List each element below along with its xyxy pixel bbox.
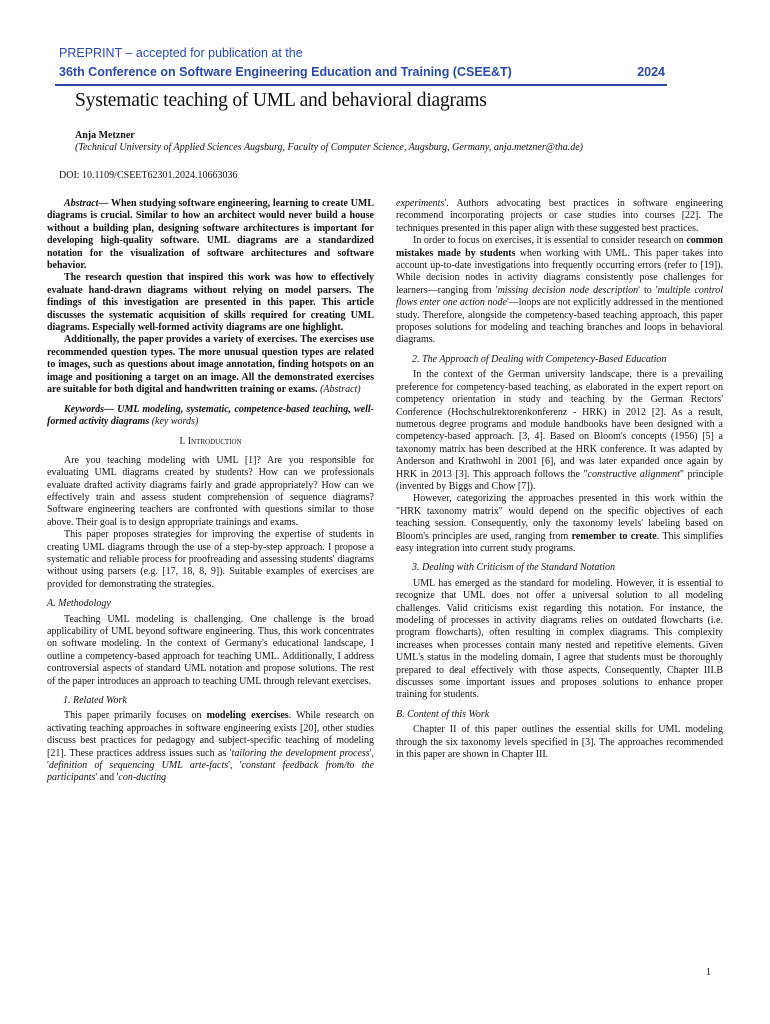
content-paragraph: Chapter II of this paper outlines the essential skills for UML modeling through the six taxonomy levels specified in [3]. The approaches recommended in this paper are shown in Chapter III. xyxy=(396,724,723,761)
banner-line1: PREPRINT – accepted for publication at the xyxy=(59,46,303,60)
methodology-paragraph: Teaching UML modeling is challenging. One challenge is the broad applicability of UML beyond software engineering. Thus, this work concentrates on software modeling. In the context of Germany's educational landscape, I outline a competency-based approach for teaching UML. Additionally, I address controversial aspects of standard UML notation and propose solutions. The rest of the paper introduces an approach to teaching UML through relevant exercises. xyxy=(47,613,374,687)
paper-title: Systematic teaching of UML and behavioral diagrams xyxy=(75,90,487,111)
subsection-heading-content: B. Content of this Work xyxy=(396,708,490,720)
subsection-heading-related-work: 1. Related Work xyxy=(63,695,127,707)
competency-paragraph-2: However, categorizing the approaches presented in this work within the "HRK taxonomy matrix" would depend on the specific objectives of each teaching session. Consequently, only the taxonomy levels' labeling based on Bloom's principles are used, ranging from remember to create. This simplifies easy integration into current study programs. xyxy=(396,493,723,554)
abstract-p1: When studying software engineering, learning to create UML diagrams is crucial. Similar to how an architect would never build a house without a building plan, designing software architectures is important for developing high-quality software. UML diagrams are a standardized notation for the visualization of software architectures and software behavior. xyxy=(47,198,374,272)
related-work-continued: experiments'. Authors advocating best practices in software engineering recommend incorporating projects or case studies into courses [22]. The techniques presented in this paper align with these suggested best practices. xyxy=(396,198,723,234)
competency-paragraph-1: In the context of the German university landscape, there is a prevailing preference for competency-based teaching, as elaborated in the expert report on competency orientation in study and teaching by the German Rectors' Conference (Hochschulrektorenkonferenz - HRK) in 2012 [2]. As a result, numerous degree programs and module handbooks have been designed with a competency-based approach. [3, 4]. Based on Bloom's concepts (1956) [5] a taxonomy matrix has been described at the HRK conference. It was adapted by Anderson and Krathwohl in 2001 [6], and was later expanded once again by HRK in 2013 [3]. This approach follows the "constructive alignment" principle (invented by Biggs and Chow [7]). xyxy=(396,369,724,492)
section-heading-introduction: I. Introduction xyxy=(179,436,242,448)
related-work-paragraph: This paper primarily focuses on modeling exercises. While research on activating teaching approaches in software engineering exists [20], other studies discuss best practices for pedagogy and subject-specific teaching of modeling [21]. These practices address issues such as 'tailoring the development process', 'definition of sequencing UML arte-facts', 'constant feedback from/to the participants' and 'con-ducting xyxy=(47,710,375,784)
abstract-p3: Additionally, the paper provides a variety of exercises. The exercises use recommended question types. The more unusual question types are related to images, such as questions about image annotation, finding hotspots on an image and positioning a target on an image. All the demonstrated exercises are suitable for both digital and handwritten training or exams. xyxy=(47,334,374,396)
common-mistakes-paragraph: In order to focus on exercises, it is essential to consider research on common mistakes made by students when working with UML. This paper takes into account up-to-date investigations into frequently occurring errors (refer to [19]). While decision nodes in activity diagrams consistently pose challenges for learners—ranging from 'missing decision node description' to 'multiple control flows enter one action node'—loops are not explicitly addressed in the mentioned study. Therefore, alongside the competency-based teaching approach, this paper proposes solutions for modeling and teaching branches and loops in behavioral diagrams. xyxy=(396,235,723,346)
criticism-paragraph: UML has emerged as the standard for modeling. However, it is essential to recognize that UML does not offer a universal solution to all modeling challenges. Valid criticisms exist regarding this notation. For instance, the modeling of processes in activity diagrams relies on outdated flowcharts (i.e. program flowcharts), often resulting in complex diagrams. This complexity increases when processes contain many nested and repetitive elements. Given UML's status in the modeling domain, I agree that students must be thoroughly prepared to deal effectively with those aspects. Consequently, Chapter III.B discusses some important issues and proposes solutions to enhance proper training for students. xyxy=(396,577,723,701)
subsection-heading-criticism: 3. Dealing with Criticism of the Standard Notation xyxy=(412,562,615,574)
abstract-lead: Abstract— xyxy=(64,198,109,209)
subsection-heading-competency: 2. The Approach of Dealing with Competency-Based Education xyxy=(412,353,667,365)
subsection-heading-methodology: A. Methodology xyxy=(47,598,111,610)
abstract-p2: The research question that inspired this work was how to effectively evaluate hand-drawn diagrams without relying on model parsers. The findings of this investigation are presented in this paper. This article discusses the systematic acquisition of skills required for creating UML diagrams. Especially well-formed activity diagrams are one highlight. xyxy=(47,272,374,334)
banner-year: 2024 xyxy=(637,65,665,79)
keywords-tag: (key words) xyxy=(151,415,199,427)
banner-divider xyxy=(55,84,667,86)
intro-paragraph-1: Are you teaching modeling with UML [1]? Are you responsible for evaluating UML diagrams created by students? How can we professionals evaluate drafted activity diagrams fairly and grade appropriately? How can we effectively train and assess student comprehension of sequence diagrams? Software engineering teachers are confronted with questions similar to those above. Their goal is to design appropriate trainings and exams. xyxy=(47,454,374,528)
page-number: 1 xyxy=(706,967,711,978)
author-affiliation: (Technical University of Applied Sciences Augsburg, Faculty of Computer Science, Augsburg, Germany, anja.metzner@tha.de) xyxy=(75,142,584,153)
banner-conference: 36th Conference on Software Engineering Education and Training (CSEE&T) xyxy=(59,65,512,79)
right-column xyxy=(396,198,723,761)
preprint-banner xyxy=(59,44,665,82)
doi: DOI: 10.1109/CSEET62301.2024.10663036 xyxy=(59,170,238,181)
keywords: Keywords— UML modeling, systematic, competence-based teaching, well-formed activity diagrams (key words) xyxy=(47,403,374,427)
abstract xyxy=(47,198,374,397)
left-column xyxy=(47,198,374,785)
intro-paragraph-2: This paper proposes strategies for improving the expertise of students in creating UML diagrams through the use of a step-by-step approach. I propose a systematic and reliable process for proofreading and assessing students' diagrams without using parsers (e.g. [17, 18, 8, 9]). Suitable examples of exercises are provided for demonstrating the strategies. xyxy=(47,529,374,590)
abstract-tag: (Abstract) xyxy=(320,384,361,396)
author-name: Anja Metzner xyxy=(75,130,135,141)
